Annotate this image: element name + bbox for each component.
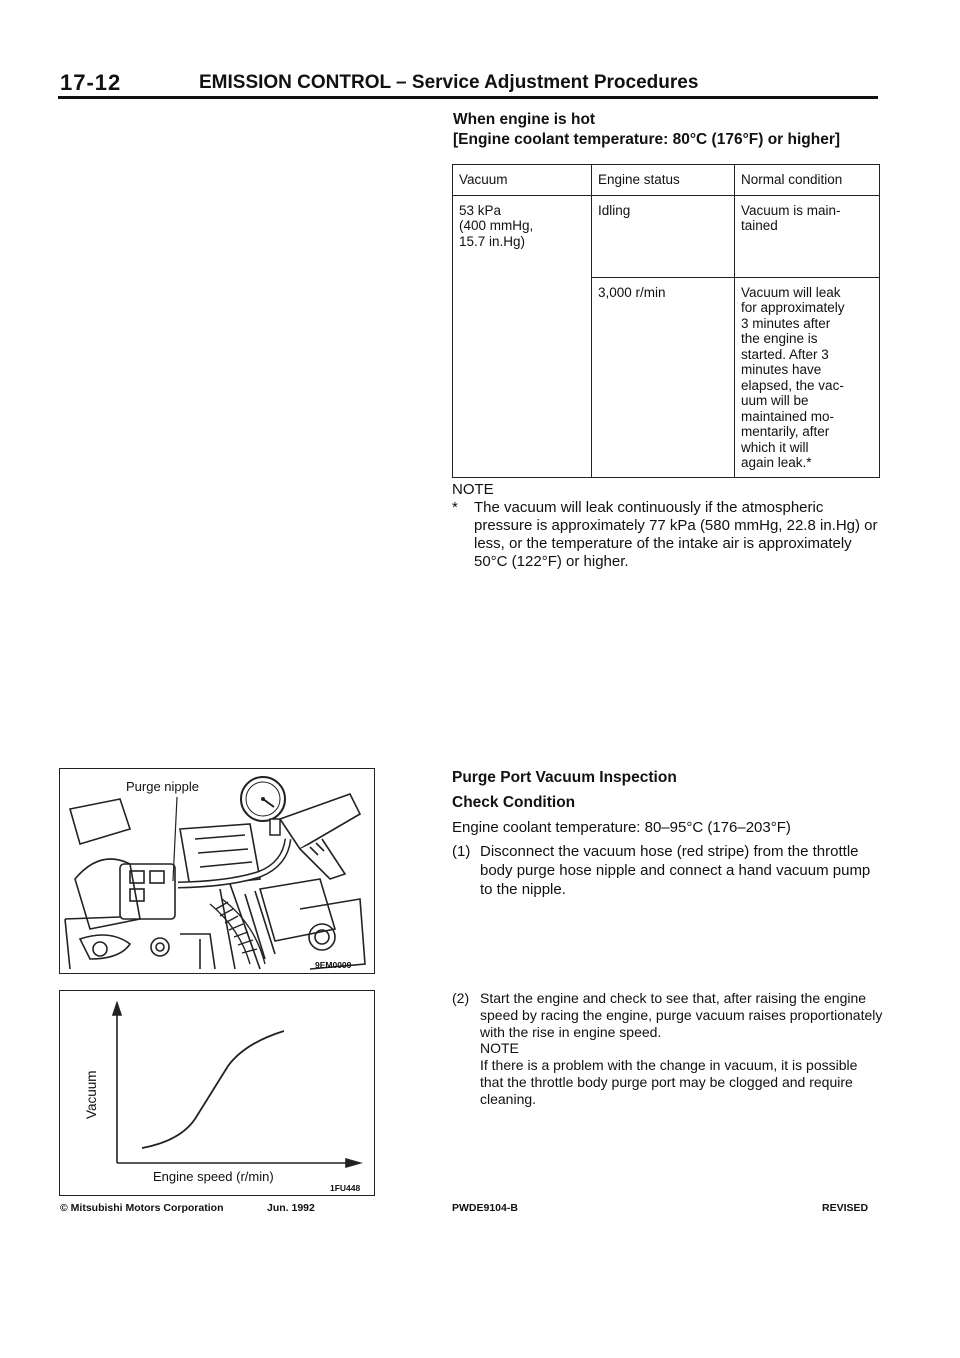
graph-svg — [60, 991, 374, 1195]
status-cell: 3,000 r/min — [592, 277, 735, 477]
condition-line: 3 minutes after — [741, 315, 831, 331]
y-axis-arrow-icon — [113, 1003, 121, 1015]
condition-line: again leak.* — [741, 455, 812, 470]
vacuum-curve — [142, 1031, 284, 1148]
condition-line: Vacuum will leak — [741, 284, 841, 300]
step-text: Start the engine and check to see that, after raising the engine speed by racing the engine, purge vacuum raises proportionately with the rise in engine speed. — [480, 990, 883, 1040]
condition-cell — [735, 277, 880, 477]
note-item — [452, 499, 882, 571]
asterisk-marker: * — [452, 499, 458, 516]
vacuum-line: 53 kPa — [459, 202, 502, 218]
purge-nipple-label: Purge nipple — [126, 779, 199, 794]
revision-status: REVISED — [822, 1202, 869, 1214]
document-code: PWDE9104-B — [452, 1202, 518, 1214]
procedure-step-1 — [452, 842, 884, 899]
condition-line: maintained mo- — [741, 408, 835, 424]
note-block — [480, 1040, 884, 1108]
purge-nipple-illustration — [59, 768, 375, 974]
note-label: NOTE — [452, 481, 494, 498]
condition-line: which it will — [741, 439, 809, 455]
condition-line: Vacuum is main- — [741, 202, 841, 218]
chapter-title: EMISSION CONTROL – Service Adjustment Procedures — [199, 72, 699, 93]
header-vacuum: Vacuum — [453, 165, 592, 196]
note-label: NOTE — [480, 1040, 519, 1056]
engine-bay-drawing — [60, 769, 374, 973]
publish-date: Jun. 1992 — [267, 1202, 315, 1214]
check-condition-title: Check Condition — [452, 794, 576, 811]
figure-code: 9EM0009 — [315, 960, 352, 970]
header-rule — [58, 96, 878, 99]
condition-cell — [735, 195, 880, 277]
coolant-condition: Engine coolant temperature: 80–95°C (176–203°F) — [452, 819, 791, 836]
table-header-row — [453, 165, 880, 196]
table-row — [453, 195, 880, 277]
hot-heading-line1: When engine is hot — [453, 111, 596, 128]
status-cell: Idling — [592, 195, 735, 277]
header-engine-status: Engine status — [592, 165, 735, 196]
condition-line: uum will be — [741, 393, 809, 408]
note-text: The vacuum will leak continuously if the atmospheric pressure is approximately 77 kPa (580 mmHg, 22.8 in.Hg) or less, or the temperature of the intake air is approximately 50°C (122°F) or higher. — [474, 499, 878, 570]
vacuum-line: 15.7 in.Hg) — [459, 233, 526, 249]
y-axis-label: Vacuum — [84, 1070, 99, 1119]
condition-line: the engine is — [741, 331, 818, 346]
vacuum-table — [452, 164, 880, 478]
page-number: 17-12 — [60, 70, 122, 95]
note-block — [452, 481, 882, 571]
vacuum-cell — [453, 195, 592, 477]
step-number: (2) — [452, 990, 470, 1006]
hot-engine-heading — [453, 110, 840, 150]
hot-heading-line2: [Engine coolant temperature: 80°C (176°F) or higher] — [453, 131, 841, 148]
procedure-step-2 — [452, 990, 884, 1041]
figure-code: 1FU448 — [330, 1183, 361, 1193]
x-axis-arrow-icon — [346, 1159, 360, 1167]
condition-line: mentarily, after — [741, 424, 830, 439]
x-axis-label: Engine speed (r/min) — [153, 1169, 274, 1184]
vacuum-line: (400 mmHg, — [459, 218, 534, 233]
header-normal-condition: Normal condition — [735, 165, 880, 196]
vacuum-vs-speed-graph — [59, 990, 375, 1196]
condition-line: elapsed, the vac- — [741, 377, 844, 393]
note-text: If there is a problem with the change in vacuum, it is possible that the throttle body purge port may be clogged and require cleaning. — [480, 1057, 858, 1107]
condition-line: for approximately — [741, 300, 845, 315]
step-text: Disconnect the vacuum hose (red stripe) from the throttle body purge hose nipple and connect a hand vacuum pump to the nipple. — [480, 843, 871, 898]
copyright: © Mitsubishi Motors Corporation — [60, 1202, 224, 1214]
step-number: (1) — [452, 843, 471, 860]
condition-line: minutes have — [741, 362, 822, 377]
condition-line: tained — [741, 218, 778, 233]
section-title: Purge Port Vacuum Inspection — [452, 769, 677, 786]
condition-line: started. After 3 — [741, 346, 829, 362]
